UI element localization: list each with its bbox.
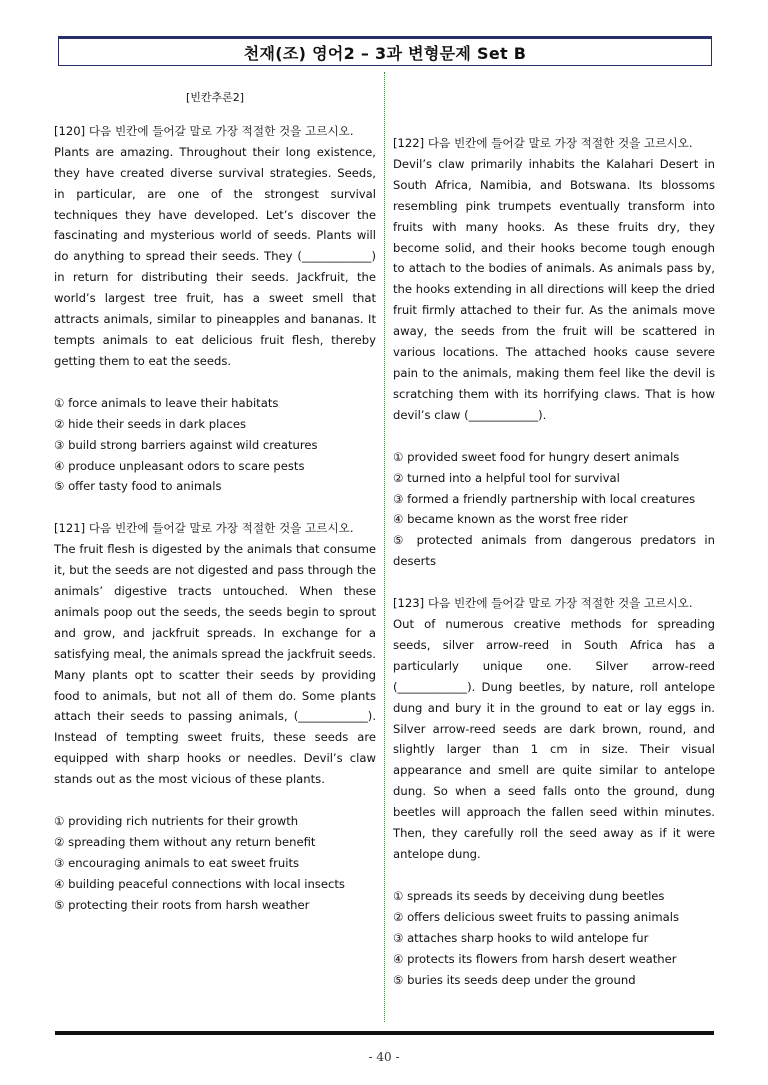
- option-3: ③ formed a friendly partnership with local creatures: [393, 491, 696, 506]
- question-120: [54, 121, 376, 497]
- right-column: [393, 88, 715, 990]
- option-3: ③ encouraging animals to eat sweet fruits: [54, 855, 300, 870]
- footer-rule: [55, 1031, 714, 1035]
- question-header: [122] 다음 빈칸에 들어갈 말로 가장 적절한 것을 고르시오.: [393, 136, 693, 150]
- question-123: [393, 593, 715, 990]
- option-4: ④ produce unpleasant odors to scare pests: [54, 458, 305, 473]
- option-2: ② turned into a helpful tool for survival: [393, 470, 620, 485]
- option-list: [393, 447, 715, 572]
- option-3: ③ build strong barriers against wild creatures: [54, 437, 318, 452]
- option-2: ② offers delicious sweet fruits to passing animals: [393, 909, 680, 924]
- option-5: ⑤ offer tasty food to animals: [54, 479, 222, 494]
- question-passage: Devil’s claw primarily inhabits the Kalahari Desert in South Africa, Namibia, and Botswana. Its blossoms resembling pink trumpets eventually transform into fruits with many hooks. As these fruits dry, they become solid, and their hooks become tough enough to attach to the bodies of animals. As animals pass by, the hooks extending in all directions will keep the dried fruit firmly attached to their fur. As the animals move away, the seeds from the fruit will be scattered in various locations. The attached hooks cause severe pain to the animals, making them feel like the devil is scratching them with its horrifying claws. That is how devil’s claw (____________).: [393, 156, 715, 422]
- option-1: ① spreads its seeds by deceiving dung beetles: [393, 888, 665, 903]
- option-list: [54, 393, 376, 498]
- left-column: [54, 88, 376, 916]
- option-1: ① providing rich nutrients for their growth: [54, 814, 299, 829]
- question-header: [123] 다음 빈칸에 들어갈 말로 가장 적절한 것을 고르시오.: [393, 596, 693, 611]
- question-passage: Out of numerous creative methods for spreading seeds, silver arrow-reed in South Africa has a particularly unique one. Silver arrow-reed (____________). Dung beetles, by nature, roll antelope dung and bury it in the ground to eat or lay eggs in. Silver arrow-reed seeds are dark brown, round, and slightly larger than 1 cm in size. Their visual appearance and smell are quite similar to antelope dung. So when a seed falls onto the ground, dung beetles will approach the fallen seed within minutes. Then, they carefully roll the seed away as if it were antelope dung.: [393, 617, 715, 861]
- question-passage: The fruit flesh is digested by the animals that consume it, but the seeds are not digested and pass through the animals’ digestive tracts untouched. When these animals poop out the seeds, the seeds begin to sprout and grow, and jackfruit spreads. In exchange for a satisfying meal, the animals spread the jackfruit seeds. Many plants opt to scatter their seeds by providing food to animals, but not all of them do. Some plants attach their seeds to passing animals, (____________). Instead of tempting sweet fruits, these seeds are equipped with sharp hooks or needles. Devil’s claw stands out as the most vicious of these plants.: [54, 542, 376, 787]
- option-5: ⑤ buries its seeds deep under the ground: [393, 972, 636, 987]
- option-list: [54, 811, 376, 916]
- option-4: ④ became known as the worst free rider: [393, 512, 628, 527]
- option-4: ④ protects its flowers from harsh desert weather: [393, 951, 677, 966]
- option-5: ⑤ protecting their roots from harsh weather: [54, 897, 310, 912]
- option-4: ④ building peaceful connections with local insects: [54, 876, 345, 891]
- question-header: [120] 다음 빈칸에 들어갈 말로 가장 적절한 것을 고르시오.: [54, 123, 354, 138]
- option-5: ⑤ protected animals from dangerous predators in deserts: [393, 533, 715, 569]
- question-121: [54, 518, 376, 915]
- option-1: ① provided sweet food for hungry desert animals: [393, 449, 680, 464]
- section-subtitle: [빈칸추론2]: [185, 91, 245, 104]
- option-3: ③ attaches sharp hooks to wild antelope fur: [393, 930, 649, 945]
- page-number: - 40 -: [368, 1050, 400, 1064]
- option-2: ② hide their seeds in dark places: [54, 416, 247, 431]
- question-122: [393, 133, 715, 572]
- option-list: [393, 886, 715, 991]
- option-1: ① force animals to leave their habitats: [54, 395, 279, 410]
- question-header: [121] 다음 빈칸에 들어갈 말로 가장 적절한 것을 고르시오.: [54, 521, 354, 536]
- option-2: ② spreading them without any return benefit: [54, 835, 316, 849]
- page-title: 천재(조) 영어2 – 3과 변형문제 Set B: [58, 36, 712, 66]
- question-passage: Plants are amazing. Throughout their long existence, they have created diverse survival strategies. Seeds, in particular, are one of the strongest survival techniques they have developed. Let’s discover the fascinating and mysterious world of seeds. Plants will do anything to spread their seeds. They (____________) in return for distributing their seeds. Jackfruit, the world’s largest tree fruit, has a sweet smell that attracts animals, similar to pineapples and bananas. It tempts animals to eat delicious fruit flesh, thereby getting them to eat the seeds.: [54, 144, 376, 368]
- column-divider: [384, 72, 385, 1022]
